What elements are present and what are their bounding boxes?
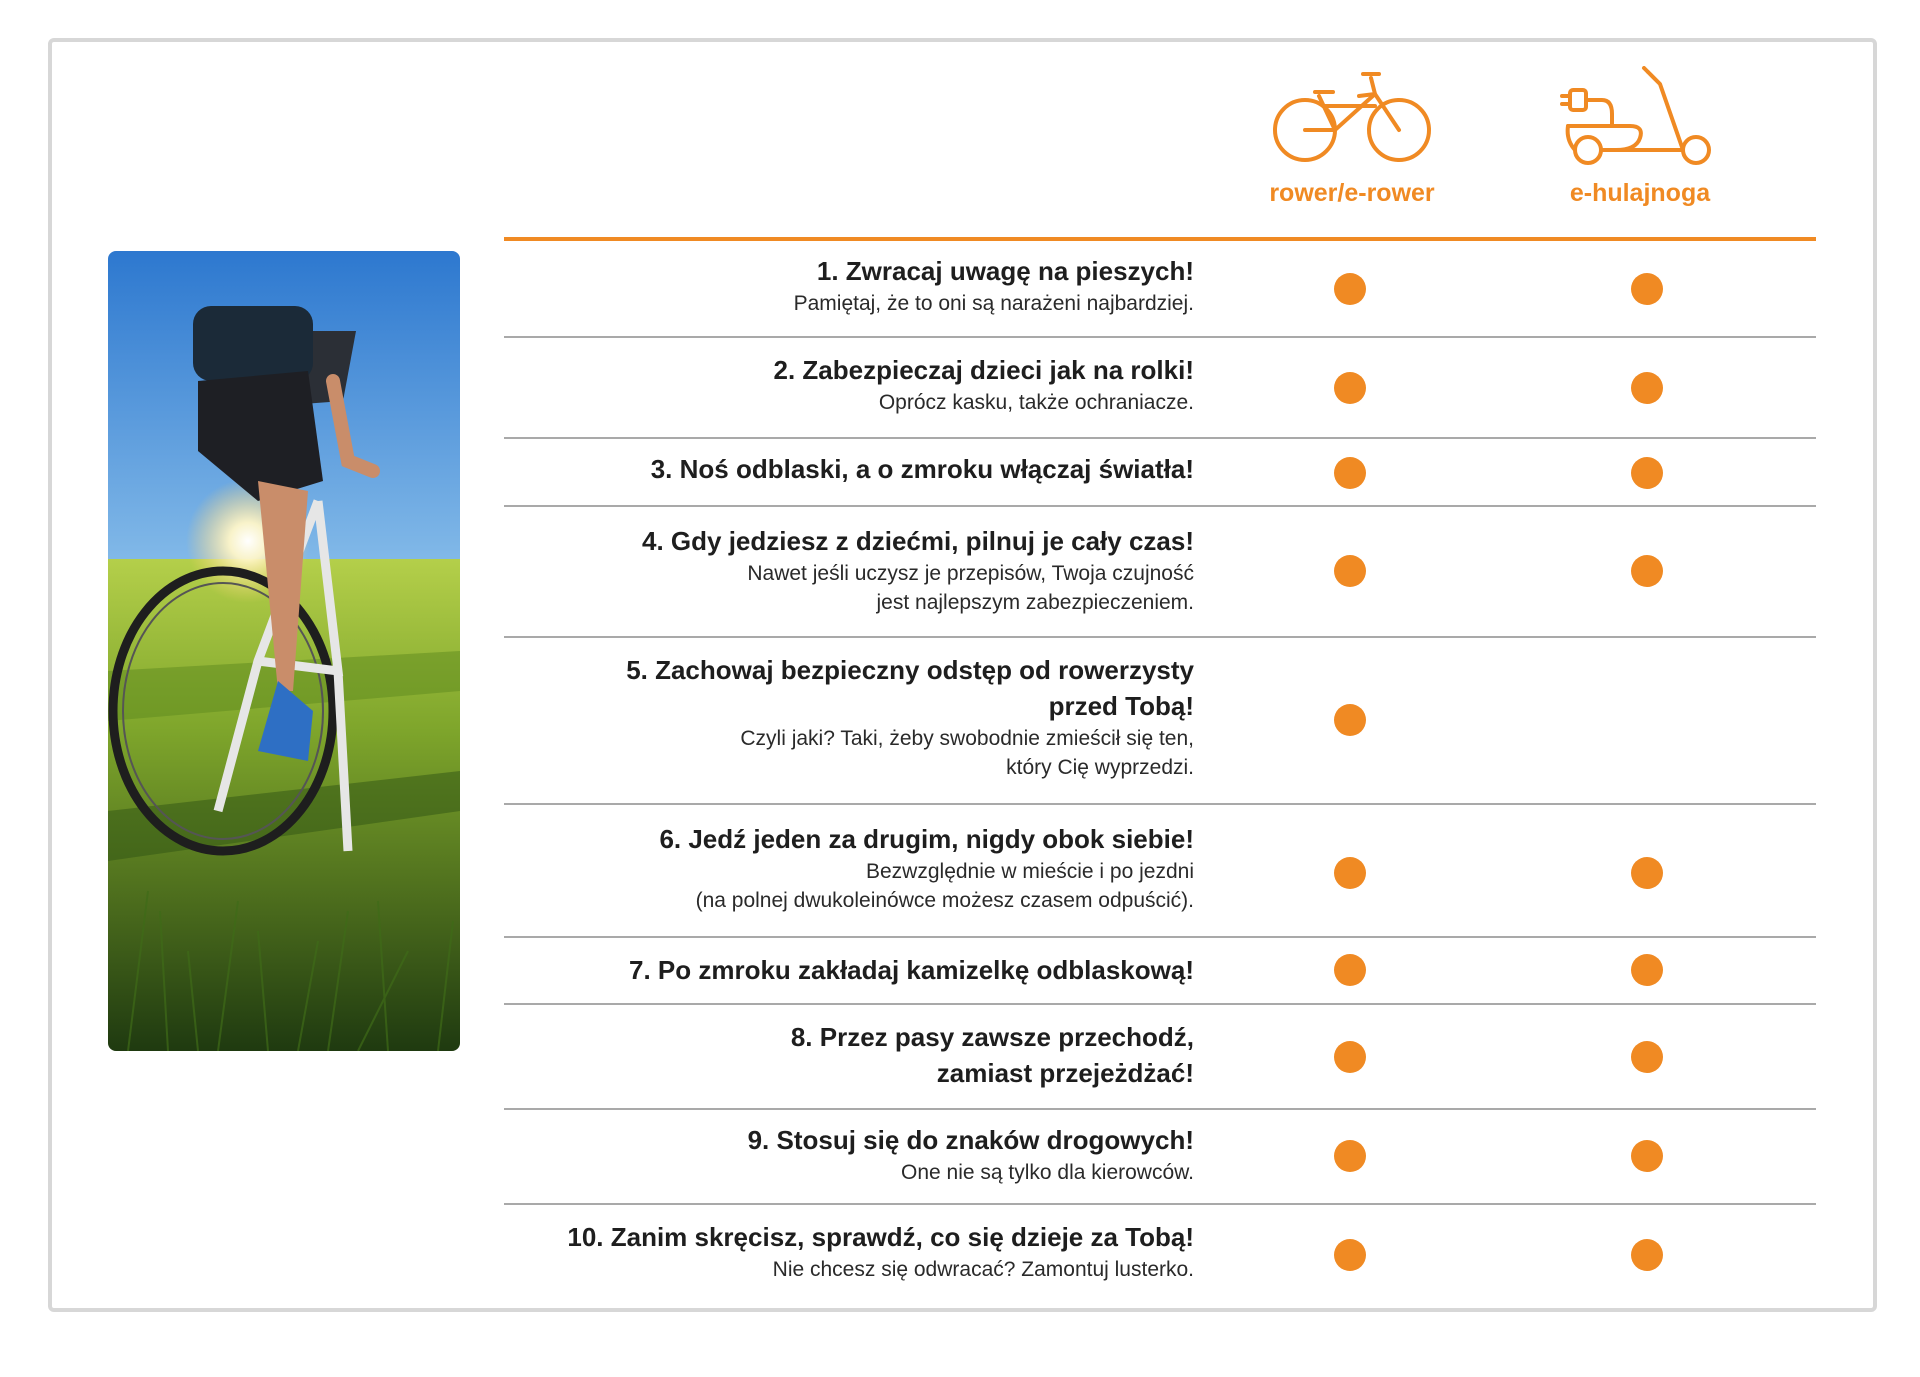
applies-bike-dot (1334, 704, 1366, 736)
rule-description: Pamiętaj, że to oni są narażeni najbardziej. (793, 292, 1194, 315)
rule-title: 8. Przez pasy zawsze przechodź, zamiast przejeżdżać! (790, 1022, 1194, 1088)
applies-bike-dot (1334, 1041, 1366, 1073)
applies-scooter-dot (1631, 372, 1663, 404)
column-label-bike: rower/e-rower (1269, 179, 1435, 207)
rule-row-6 (504, 805, 1816, 938)
rule-row-8 (504, 1005, 1816, 1110)
applies-scooter-dot (1631, 273, 1663, 305)
applies-bike-dot (1334, 555, 1366, 587)
rule-row-3 (504, 439, 1816, 507)
rule-description: Nie chcesz się odwracać? Zamontuj lusterko. (772, 1258, 1194, 1281)
applies-scooter-dot (1631, 555, 1663, 587)
rule-row-10 (504, 1205, 1816, 1305)
rule-title: 10. Zanim skręcisz, sprawdź, co się dzieje za Tobą! (567, 1222, 1194, 1252)
rule-description: Oprócz kasku, także ochraniacze. (878, 391, 1194, 414)
applies-bike-dot (1334, 372, 1366, 404)
column-label-scooter: e-hulajnoga (1569, 179, 1711, 207)
bicycle-icon (1267, 66, 1437, 166)
rule-row-2 (504, 338, 1816, 439)
applies-bike-dot (1334, 857, 1366, 889)
rule-title: 1. Zwracaj uwagę na pieszych! (816, 256, 1194, 286)
cyclist-illustration (108, 251, 460, 1051)
rule-title: 5. Zachowaj bezpieczny odstęp od rowerzysty przed Tobą! (626, 655, 1194, 721)
rule-title: 4. Gdy jedziesz z dziećmi, pilnuj je cały czas! (642, 526, 1194, 556)
rule-description: Bezwzględnie w mieście i po jezdni (na polnej dwukoleinówce możesz czasem odpuścić). (695, 860, 1194, 912)
rule-row-5 (504, 638, 1816, 805)
rule-row-7 (504, 938, 1816, 1005)
rules-table (504, 241, 1816, 1305)
applies-bike-dot (1334, 457, 1366, 489)
applies-scooter-dot (1631, 1041, 1663, 1073)
rule-description: Nawet jeśli uczysz je przepisów, Twoja czujność jest najlepszym zabezpieczeniem. (747, 562, 1194, 614)
rule-title: 2. Zabezpieczaj dzieci jak na rolki! (773, 355, 1194, 385)
cyclist-photo (108, 251, 460, 1051)
rule-row-4 (504, 507, 1816, 638)
rule-description: Czyli jaki? Taki, żeby swobodnie zmieścił się ten, który Cię wyprzedzi. (740, 727, 1194, 779)
applies-scooter-dot (1631, 1140, 1663, 1172)
applies-bike-dot (1334, 1239, 1366, 1271)
column-header-scooter (1510, 66, 1770, 208)
rule-row-1 (504, 241, 1816, 338)
applies-bike-dot (1334, 1140, 1366, 1172)
column-header-bike (1222, 66, 1482, 208)
rule-title: 7. Po zmroku zakładaj kamizelkę odblaskową! (629, 955, 1194, 985)
rule-title: 6. Jedź jeden za drugim, nigdy obok siebie! (659, 824, 1194, 854)
electric-scooter-icon (1560, 66, 1720, 166)
applies-bike-dot (1334, 273, 1366, 305)
applies-bike-dot (1334, 954, 1366, 986)
rule-title: 3. Noś odblaski, a o zmroku włączaj światła! (650, 454, 1194, 484)
rule-description: One nie są tylko dla kierowców. (901, 1161, 1194, 1184)
applies-scooter-dot (1631, 857, 1663, 889)
applies-scooter-dot (1631, 954, 1663, 986)
applies-scooter-dot (1631, 457, 1663, 489)
rule-title: 9. Stosuj się do znaków drogowych! (747, 1125, 1194, 1155)
applies-scooter-dot (1631, 1239, 1663, 1271)
rule-row-9 (504, 1110, 1816, 1205)
